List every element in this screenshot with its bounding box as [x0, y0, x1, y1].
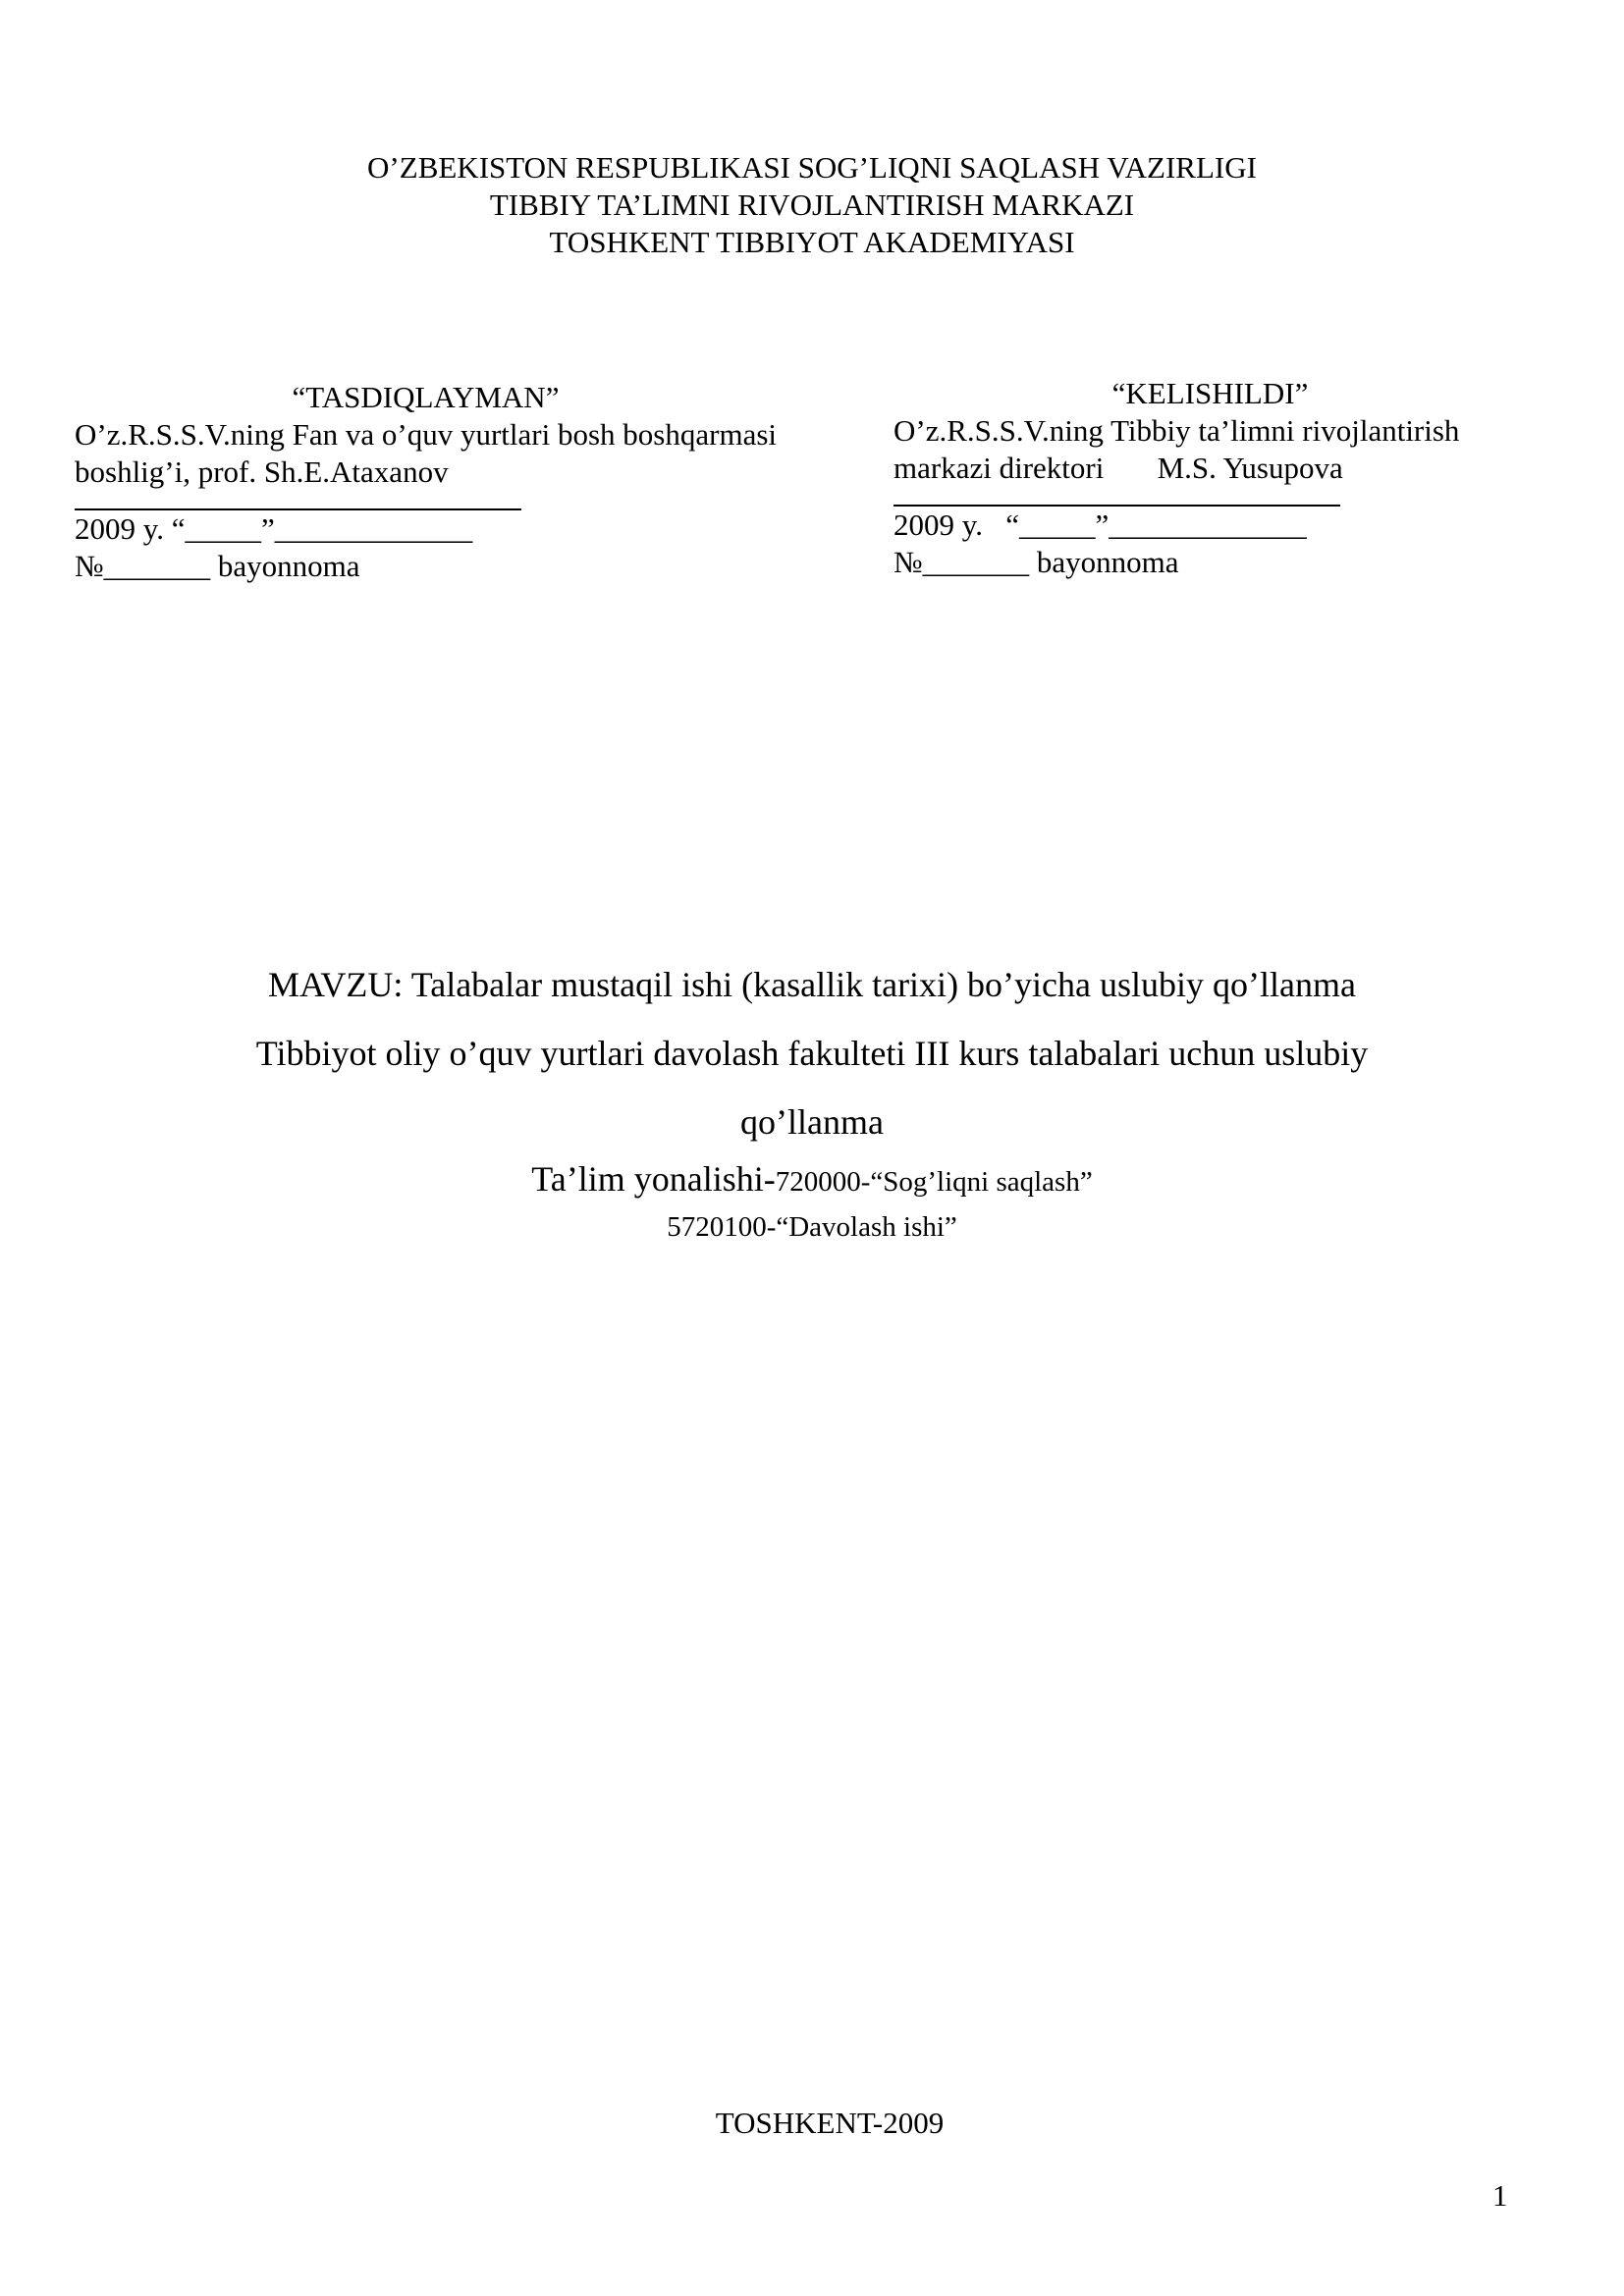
topic-audience: Tibbiyot oliy o’quv yurtlari davolash fakulteti III kurs talabalari uchun uslubiy [255, 1034, 1369, 1073]
specialty: 5720100-“Davolash ishi” [667, 1211, 957, 1243]
topic-section [0, 950, 1624, 1245]
agreement-signature-line [893, 487, 1340, 507]
agreement-number-line: №_______ bayonnoma [893, 545, 1179, 579]
approval-signature-line [75, 491, 521, 510]
agreement-title: “KELISHILDI” [1111, 376, 1309, 410]
page-number: 1 [1492, 2178, 1508, 2213]
agreement-date-line: 2009 y. “_____”_____________ [893, 507, 1307, 542]
topic-type: qo’llanma [740, 1102, 884, 1142]
topic-title: MAVZU: Talabalar mustaqil ishi (kasallik tarixi) bo’yicha uslubiy qo’llanma [268, 965, 1356, 1004]
approval-date-line: 2009 y. “_____”_____________ [75, 511, 473, 546]
direction-code: 720000-“Sog’liqni saqlash” [775, 1166, 1093, 1198]
approval-title: “TASDIQLAYMAN” [292, 380, 560, 414]
city-year: TOSHKENT-2009 [715, 2106, 945, 2140]
approval-body: O’z.R.S.S.V.ning Fan va o’quv yurtlari bosh boshqarmasi boshlig’i, prof. Sh.E.Ataxanov [75, 417, 777, 489]
agreement-body-line1: O’z.R.S.S.V.ning Tibbiy ta’limni rivojlantirish [893, 413, 1460, 448]
header-ministry: O’ZBEKISTON RESPUBLIKASI SOG’LIQNI SAQLASH VAZIRLIGI [367, 150, 1257, 185]
ministry-header [0, 149, 1624, 261]
approval-block [75, 379, 777, 585]
approval-number-line: №_______ bayonnoma [75, 549, 360, 583]
education-direction [0, 1156, 1624, 1209]
header-center: TIBBIY TA’LIMNI RIVOJLANTIRISH MARKAZI [489, 187, 1135, 222]
header-academy: TOSHKENT TIBBIYOT AKADEMIYASI [549, 225, 1075, 259]
agreement-block [893, 375, 1527, 581]
direction-label: Ta’lim yonalishi- [531, 1159, 776, 1199]
agreement-body-line2: markazi direktori M.S. Yusupova [893, 451, 1343, 485]
